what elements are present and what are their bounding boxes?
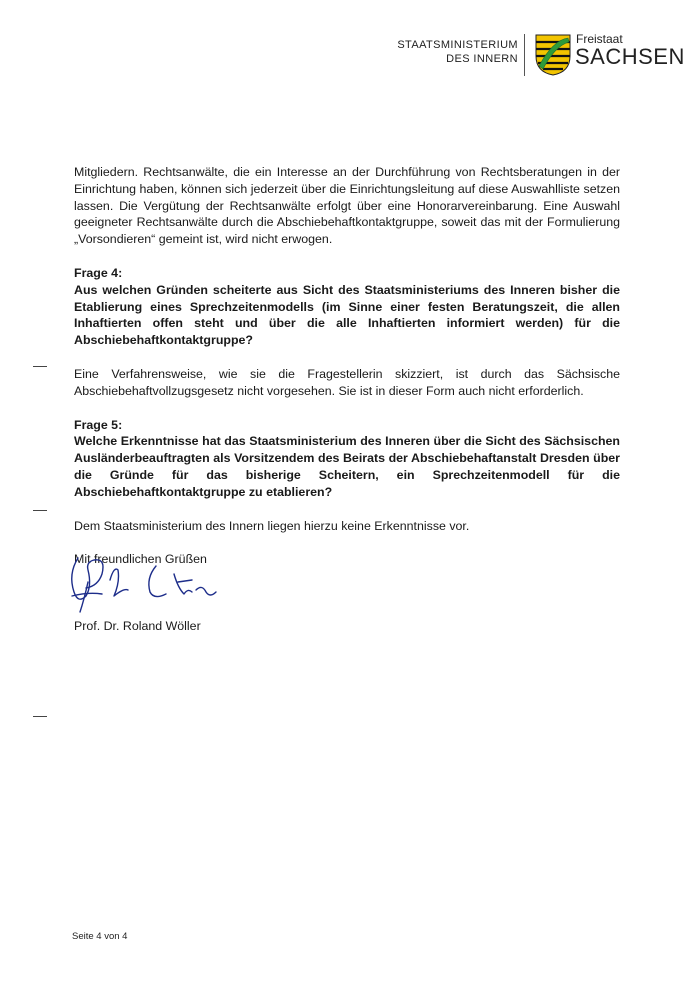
signatory-name: Prof. Dr. Roland Wöller [74,619,201,634]
question-4-text: Aus welchen Gründen scheiterte aus Sicht des Staatsministeriums des Inneren bisher die Etablierung eines Sprechzeitenmodells (im Sinne einer festen Beratungszeit, die allen Inhaftierten offen steht und über die alle Inhaftierten informiert werden) für die Abschiebehaftkontaktgruppe? [74,282,620,348]
answer-5-text: Dem Staatsministerium des Innern liegen hierzu keine Erkenntnisse vor. [74,518,470,533]
ministry-name [397,38,518,66]
closing-phrase: Mit freundlichen Grüßen [74,552,207,567]
punch-mark [33,716,47,717]
header-divider [524,34,525,76]
intro-paragraph: Mitgliedern. Rechtsanwälte, die ein Interesse an der Durchführung von Rechtsberatungen in der Einrichtung haben, können sich jederzeit über die Einrichtungsleitung auf diese Auswahlliste setzen lassen. Die Vergütung der Rechtsanwälte erfolgt über eine Honorarvereinbarung. Eine Auswahl geeigneter Rechtsanwälte durch die Abschiebehaftkontaktgruppe, soweit das mit der Formulierung „Vorsondieren“ gemeint ist, wird nicht erwogen. [74,165,620,247]
saxony-coat-of-arms-icon [535,34,571,76]
fold-mark [33,510,47,511]
handwritten-signature [66,552,226,622]
ministry-name-line1: STAATSMINISTERIUM [397,39,518,51]
page-number: Seite 4 von 4 [72,931,128,942]
question-5-label: Frage 5: [74,417,123,432]
state-label-small: Freistaat [576,32,623,46]
letterhead [0,30,700,90]
ministry-name-line2: DES INNERN [446,53,518,65]
state-label-large: SACHSEN [575,44,685,69]
fold-mark [33,366,47,367]
answer-4-text: Eine Verfahrensweise, wie sie die Fragestellerin skizziert, ist durch das Sächsische Abschiebehaftvollzugsgesetz nicht vorgesehen. Sie ist in dieser Form auch nicht erforderlich. [74,366,620,398]
question-4-label: Frage 4: [74,265,123,280]
question-5-text: Welche Erkenntnisse hat das Staatsministerium des Inneren über die Sicht des Sächsischen Ausländerbeauftragten als Vorsitzendem des Beirats der Abschiebehaftanstalt Dresden über die Gründe für das bisherige Scheitern, ein Sprechzeitenmodell für die Abschiebehaftkontaktgruppe zu etablieren? [74,434,620,499]
